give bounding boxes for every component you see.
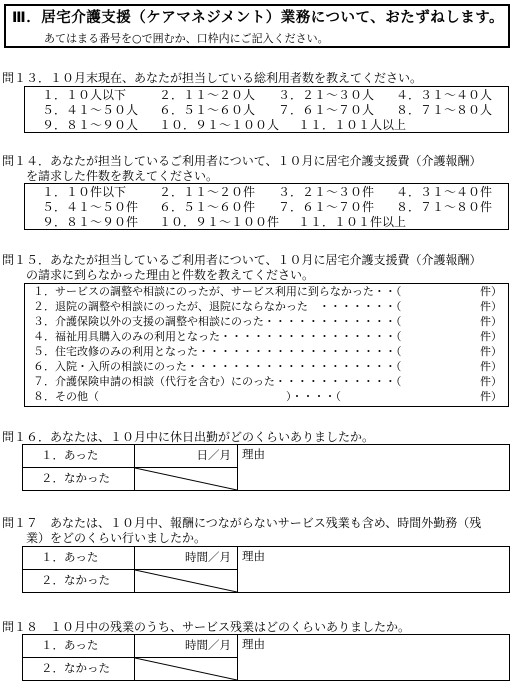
q14-option[interactable]: １．１０件以下 — [42, 185, 127, 199]
q13-option[interactable]: ２．１１～２０人 — [159, 88, 256, 102]
q15-reason: ６．入院・入所の相談にのった・・・・・・・・・・・・・・・・・・・（ — [33, 360, 402, 373]
q14-option[interactable]: ７．６１～７０件 — [278, 200, 375, 214]
q15-reason: ５．住宅改修のみの利用となった・・・・・・・・・・・・・・・・・・（ — [33, 345, 402, 358]
question-17-cont: 業）をどのくらい行いましたか。 — [26, 531, 207, 545]
q13-option[interactable]: ５．４１～５０人 — [42, 103, 139, 117]
q18-hours-field[interactable]: 時間／月 — [135, 635, 238, 658]
q15-count-field[interactable]: 件） — [480, 315, 502, 328]
q18-option-no[interactable]: ２．なかった — [23, 658, 135, 681]
q17-unit-blank — [135, 570, 238, 593]
q14-option[interactable]: １１．１０１件以上 — [298, 215, 407, 229]
question-15-cont: の請求に到らなかった理由と件数を教えてください。 — [26, 268, 315, 282]
q15-count-field[interactable]: 件） — [480, 375, 502, 388]
q17-option-no[interactable]: ２．なかった — [23, 570, 135, 593]
q14-option[interactable]: ４．３１～４０件 — [396, 185, 493, 199]
question-17: 問１７ あなたは、１０月中、報酬につながらないサービス残業も含め、時間外勤務（残 — [2, 516, 482, 530]
q18-answer-table — [22, 634, 510, 681]
q15-reason: ４．福祉用具購入のみの利用となった・・・・・・・・・・・・・・・・（ — [33, 330, 402, 343]
q15-reasons-box — [24, 283, 509, 407]
section-title: Ⅲ．居宅介護支援（ケアマネジメント）業務について、おたずねします。 — [12, 10, 505, 26]
q14-option[interactable]: １０．９１～１００件 — [159, 215, 280, 229]
q15-count-field[interactable]: 件） — [480, 300, 502, 313]
q14-options-box — [24, 183, 509, 230]
question-18: 問１８ １０月中の残業のうち、サービス残業はどのくらいありましたか。 — [2, 620, 411, 634]
diagonal-line — [135, 468, 237, 490]
q18-reason-field[interactable]: 理由 — [238, 635, 510, 681]
q14-option[interactable]: ６．５１～６０件 — [159, 200, 256, 214]
question-16: 問１６．あなたは、１０月中に休日出勤がどのくらいありましたか。 — [2, 430, 375, 444]
q15-count-field[interactable]: 件） — [480, 330, 502, 343]
q15-reason: ２．退院の調整や相談にのったが、退院にならなかった ・・・・・・・（ — [33, 300, 402, 313]
q15-count-field[interactable]: 件） — [480, 285, 502, 298]
question-13: 問１３．１０月末現在、あなたが担当している総利用者数を教えてください。 — [2, 71, 423, 85]
q16-answer-table — [22, 444, 510, 491]
diagonal-line — [135, 658, 237, 680]
q17-option-yes[interactable]: １．あった — [23, 547, 135, 570]
q13-option[interactable]: １．１０人以下 — [42, 88, 127, 102]
q18-unit-blank — [135, 658, 238, 681]
q15-count-field[interactable]: 件） — [480, 390, 502, 403]
q14-option[interactable]: ８．７１～８０件 — [396, 200, 493, 214]
q15-count-field[interactable]: 件） — [480, 345, 502, 358]
q17-answer-table — [22, 546, 510, 593]
q14-option[interactable]: ３．２１～３０件 — [278, 185, 375, 199]
q16-option-yes[interactable]: １．あった — [23, 445, 135, 468]
q15-reason: ８．その他（ ）・・・・（ — [33, 390, 341, 403]
q13-option[interactable]: ８．７１～８０人 — [396, 103, 493, 117]
q17-reason-field[interactable]: 理由 — [238, 547, 510, 593]
q18-option-yes[interactable]: １．あった — [23, 635, 135, 658]
diagonal-line — [135, 570, 237, 592]
q13-option[interactable]: ３．２１～３０人 — [278, 88, 375, 102]
q14-option[interactable]: ２．１１～２０件 — [159, 185, 256, 199]
q15-reason: ３．介護保険以外の支援の調整や相談にのった・・・・・・・・・・・・（ — [33, 315, 402, 328]
q13-options-box — [24, 86, 509, 133]
section-header-box — [4, 4, 510, 48]
question-14-cont: を請求した件数を教えてください。 — [26, 169, 219, 183]
q15-reason: ７．介護保険申請の相談（代行を含む）にのった・・・・・・・・・・・（ — [33, 375, 402, 388]
q14-option[interactable]: ５．４１～５０件 — [42, 200, 139, 214]
q16-unit-blank — [135, 468, 238, 491]
q13-option[interactable]: ９．８１～９０人 — [42, 118, 139, 132]
q13-option[interactable]: ７．６１～７０人 — [278, 103, 375, 117]
q13-option[interactable]: １０．９１～１００人 — [159, 118, 280, 132]
q15-reason: １．サービスの調整や相談にのったが、サービス利用に到らなかった・・（ — [33, 285, 402, 298]
q13-option[interactable]: １１．１０１人以上 — [298, 118, 407, 132]
q13-option[interactable]: ６．５１～６０人 — [159, 103, 256, 117]
q15-count-field[interactable]: 件） — [480, 360, 502, 373]
question-15: 問１５．あなたが担当しているご利用者について、１０月に居宅介護支援費（介護報酬） — [2, 253, 482, 267]
q14-option[interactable]: ９．８１～９０件 — [42, 215, 139, 229]
q16-option-no[interactable]: ２．なかった — [23, 468, 135, 491]
question-14: 問１４．あなたが担当しているご利用者について、１０月に居宅介護支援費（介護報酬） — [2, 154, 482, 168]
q13-option[interactable]: ４．３１～４０人 — [396, 88, 493, 102]
q16-days-field[interactable]: 日／月 — [135, 445, 238, 468]
section-instruction: あてはまる番号を○で囲むか、口枠内にご記入ください。 — [44, 32, 329, 45]
q16-reason-field[interactable]: 理由 — [238, 445, 510, 491]
q17-hours-field[interactable]: 時間／月 — [135, 547, 238, 570]
